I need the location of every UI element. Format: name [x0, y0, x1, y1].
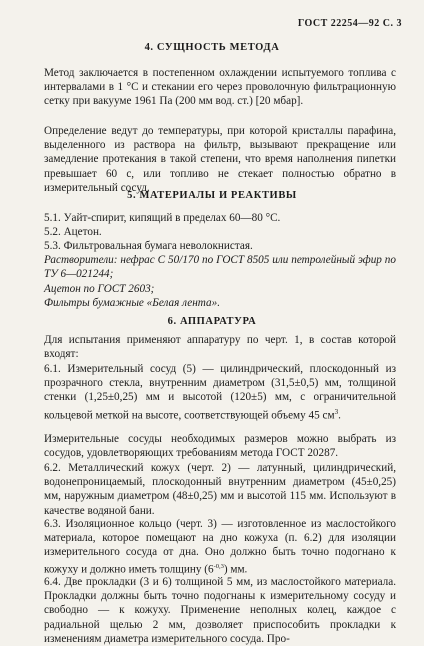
section-5-item-1: 5.1. Уайт-спирит, кипящий в пределах 60—80 °С. — [44, 212, 281, 224]
section-6-title: 6. АППАРАТУРА — [167, 316, 257, 327]
section-6-item-3 — [44, 517, 396, 577]
section-5-filters: Фильтры бумажные «Белая лента». — [44, 297, 221, 309]
section-6-item-1-note: Измерительные сосуды необходимых размеров можно выбрать из сосудов, удовлетворяющих требованиям метода ГОСТ 20287. — [44, 433, 396, 460]
section-5-solvents: Растворители: нефрас С 50/170 по ГОСТ 8505 или петролейный эфир по ТУ 6—021244; — [44, 254, 396, 281]
tolerance: -0,3 — [213, 562, 224, 570]
page-header: ГОСТ 22254—92 С. 3 — [297, 18, 402, 29]
section-4-paragraph-2: Определение ведут до температуры, при которой кристаллы парафина, выделенного из раствора на фильтр, вызывают прекращение или замедление протекания в такой степени, что время наполнения пипетки превышает 60 с, или топливо не стекает полностью обратно в измерительный сосуд. — [44, 125, 396, 194]
section-6-item-4: 6.4. Две прокладки (3 и 6) толщиной 5 мм, из маслостойкого материала. Прокладки должны быть точно подогнаны к измерительному сосуду и свободно — к кожуху. Применение неполных колец, каждое с радиальной щелью 2 мм, дозволяет приспособить прокладки к изменениям диаметра измерительного сосуда. Про- — [44, 576, 396, 645]
section-4-paragraph-1: Метод заключается в постепенном охлаждении испытуемого топлива с интервалами в 1 °С и стекании его через проволочную фильтрационную сетку при вакууме 1961 Па (200 мм вод. ст.) [20 мбар]. — [44, 67, 396, 108]
section-5-acetone: Ацетон по ГОСТ 2603; — [44, 283, 155, 295]
section-5-item-3: 5.3. Фильтровальная бумага неволокнистая. — [44, 240, 253, 252]
section-6-item-3-end: ) мм. — [223, 563, 248, 576]
superscript: 3 — [334, 407, 339, 416]
section-6-item-1-text: 6.1. Измерительный сосуд (5) — цилиндрический, плоскодонный из прозрачного стекла, внутренним диаметром (31,5±0,5) мм, толщиной стенки (1,25±0,25) мм и высотой (120±5) мм, с ограничительной кольцевой меткой на высоте, соответствующей объему 45 см — [44, 363, 396, 422]
section-6-item-1-end: . — [338, 409, 341, 422]
section-6-item-2: 6.2. Металлический кожух (черт. 2) — латунный, цилиндрический, водонепроницаемый, плоскодонный внутренним диаметром (45±0,25) мм, наружным диаметром (48±0,25) мм и высотой 115 мм. Используют в качестве водяной бани. — [44, 462, 396, 517]
section-5-item-2: 5.2. Ацетон. — [44, 226, 102, 238]
section-4-title: 4. СУЩНОСТЬ МЕТОДА — [144, 42, 280, 53]
section-6-intro: Для испытания применяют аппаратуру по черт. 1, в состав которой входят: — [44, 334, 396, 361]
section-5-title: 5. МАТЕРИАЛЫ И РЕАКТИВЫ — [127, 190, 297, 201]
section-6-item-3-text: 6.3. Изоляционное кольцо (черт. 3) — изготовленное из маслостойкого материала, которое помещают на дно кожуха (п. 6.2) для изоляции измерительного сосуда от дна. Оно должно быть точно подогнано к кожуху и должно иметь толщину (6 — [44, 518, 396, 576]
section-6-item-1 — [44, 362, 396, 423]
